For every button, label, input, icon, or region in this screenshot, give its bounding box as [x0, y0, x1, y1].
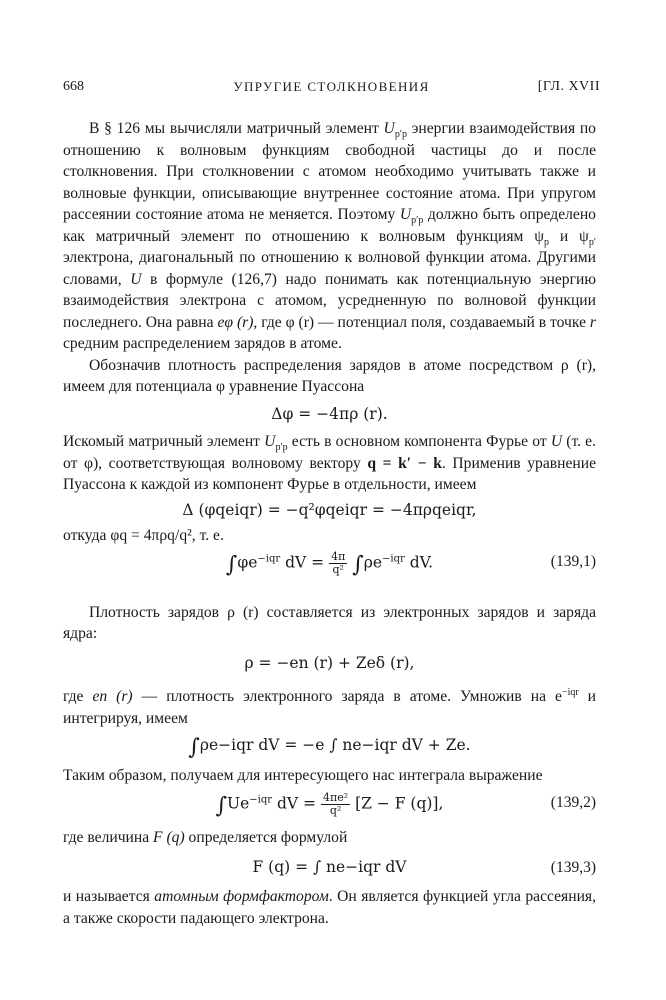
page-number: 668 — [63, 79, 84, 94]
equation-fourier: Δ (φqeiqr) = −q²φqeiqr = −4πρqeiqr, — [182, 500, 477, 519]
equation-poisson: Δφ = −4πρ (r). — [271, 404, 388, 423]
paragraph-2: Обозначив плотность распределения зарядов в атоме посредством ρ (r), имеем для потенциала φ уравнение Пуассона — [63, 356, 596, 395]
equation-number-139-3: (139,3) — [550, 858, 596, 876]
paragraph-9: и называется атомным формфактором. Он является функцией угла рассеяния, а также скорости падающего электрона. — [63, 888, 596, 927]
paragraph-4: откуда φq = 4πρq/q², т. е. — [63, 527, 224, 544]
paragraph-1: В § 126 мы вычисляли матричный элемент $U_{p'p}$ энергии взаимодействия по отношению к волновым функциям свободной частицы до и после столкновения. При столкновении с атомом необходимо учитывать также и волновые функции, описывающие внутреннее состояние атома. При упругом рассеянии состояние атома не меняется. Поэтому $U_{p'p}$ должно быть определено как матричный элемент по отношению к волновым функциям $\psi_p$ и $\psi_{p'}$ электрона, диагональный по отношению к волновой функции атома. Другими словами, U в формуле (126,7) надо понимать как потенциальную энергию взаимодействия электрона с атомом, усредненную по волновой функции последнего. Она равна eφ (r), где φ (r) — потенциал поля, создаваемый в точке r средним распределением зарядов в атоме. — [63, 120, 596, 352]
chapter-label: [ГЛ. XVII — [537, 79, 600, 94]
running-title: УПРУГИЕ СТОЛКНОВЕНИЯ — [233, 79, 430, 94]
paragraph-7: Таким образом, получаем для интересующего нас интеграла выражение — [63, 766, 543, 784]
paragraph-5: Плотность зарядов ρ (r) составляется из электронных зарядов и заряда ядра: — [63, 603, 596, 642]
running-header — [63, 76, 600, 98]
paragraph-8: где величина F (q) определяется формулой — [63, 829, 348, 846]
text-body — [63, 118, 596, 929]
equation-139-3: F (q) = ∫ ne−iqr dV (139,3) — [63, 857, 596, 879]
equation-number-139-2: (139,2) — [550, 794, 596, 811]
equation-139-2: $\int Ue^{-iqr}$ dV = $\frac{\text{4πe²}}{\text{q²}}$ [Z − F (q)], (139,2) — [215, 791, 596, 819]
paragraph-3: Искомый матричный элемент $U_{p'p}$ есть в основном компонента Фурье от U (т. е. от φ), соответствующая волновому вектору q = k′ − k. Применив уравнение Пуассона к каждой из компонент Фурье в отдельности, имеем — [63, 433, 596, 493]
equation-rho: ρ = −en (r) + Zeδ (r), — [244, 653, 415, 672]
equation-integral: ∫ρe−iqr dV = −e ∫ ne−iqr dV + Ze. — [188, 735, 471, 760]
equation-139-1: $\int\varphi e^{-iqr}$ dV = $\frac{4\pi}{\text{q²}}$ $\int\rho e^{-iqr}$ dV. (139,1) — [225, 549, 596, 577]
paragraph-6: где en (r) — плотность электронного заряда в атоме. Умножив на $e^{-iqr}$ и интегрируя, имеем — [63, 686, 597, 727]
equation-number-139-1: (139,1) — [550, 552, 596, 570]
